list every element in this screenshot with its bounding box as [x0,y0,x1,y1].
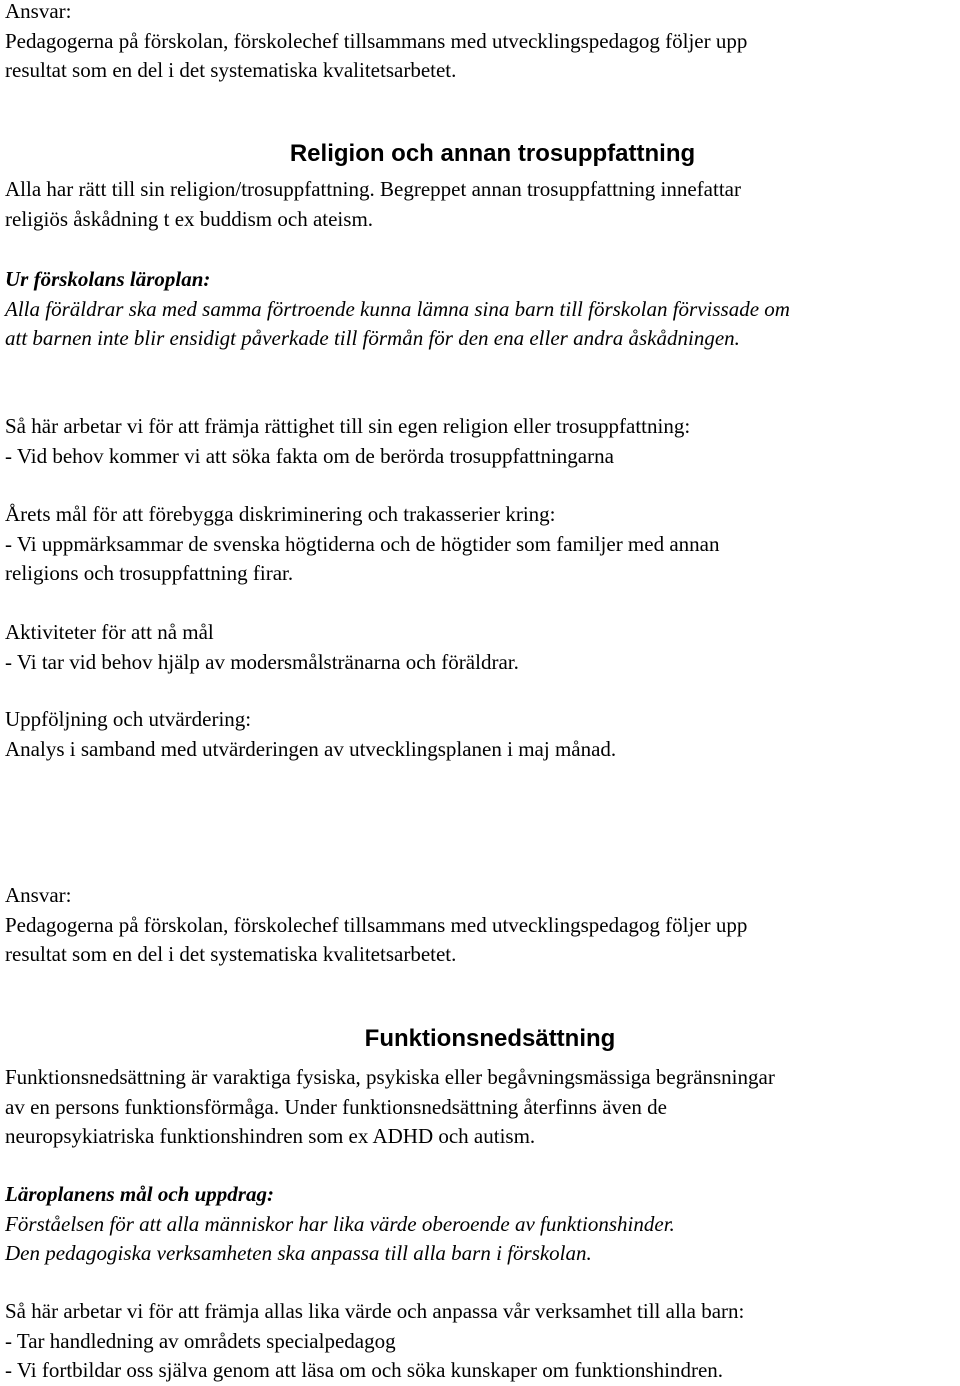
funktion-arbetar [5,1297,744,1386]
laroplan-label: Läroplanens mål och uppdrag: [5,1182,274,1206]
funktion-intro [5,1063,775,1152]
uppfoljning-text: Analys i samband med utvärderingen av utvecklingsplanen i maj månad. [5,736,617,761]
laroplan-label: Ur förskolans läroplan: [5,267,211,291]
ansvar-block-top [5,0,747,86]
funktion-intro-line: av en persons funktionsförmåga. Under funktionsnedsättning återfinns även de [5,1094,667,1119]
religion-intro-line: religiös åskådning t ex buddism och ateism. [5,206,374,231]
religion-uppfoljning [5,705,616,764]
funktion-intro-line: Funktionsnedsättning är varaktiga fysiska, psykiska eller begåvningsmässiga begränsningar [5,1065,775,1089]
funktion-laroplan [5,1180,675,1269]
ansvar-label: Ansvar: [5,883,72,907]
religion-intro-line: Alla har rätt till sin religion/trosuppfattning. Begreppet annan trosuppfattning innefattar [5,177,741,201]
uppfoljning-heading: Uppföljning och utvärdering: [5,707,252,731]
ansvar-label: Ansvar: [5,0,72,23]
religion-mal [5,500,719,589]
mal-heading: Årets mål för att förebygga diskriminering och trakasserier kring: [5,502,556,526]
laroplan-quote-line: Alla föräldrar ska med samma förtroende kunna lämna sina barn till förskolan förvissade om [5,296,790,321]
ansvar-text-line: resultat som en del i det systematiska kvalitetsarbetet. [5,942,457,966]
religion-ansvar [5,881,747,970]
ansvar-text-line: resultat som en del i det systematiska kvalitetsarbetet. [5,58,457,82]
funktion-heading: Funktionsnedsättning [364,1025,616,1052]
religion-intro [5,175,741,234]
mal-item: religions och trosuppfattning firar. [5,561,294,585]
funktion-intro-line: neuropsykiatriska funktionshindren som ex ADHD och autism. [5,1124,536,1148]
arbetar-heading: Så här arbetar vi för att främja rättighet till sin egen religion eller trosuppfattning: [5,414,691,438]
arbetar-item: - Vi fortbildar oss själva genom att läsa om och söka kunskaper om funktionshindren. [5,1358,724,1382]
arbetar-item: - Tar handledning av områdets specialpedagog [5,1328,396,1353]
mal-item: - Vi uppmärksammar de svenska högtiderna och de högtider som familjer med annan [5,531,720,556]
religion-heading: Religion och annan trosuppfattning [289,140,696,167]
laroplan-quote-line: att barnen inte blir ensidigt påverkade till förmån för den ena eller andra åskådningen. [5,326,740,350]
laroplan-quote-line: Den pedagogiska verksamheten ska anpassa till alla barn i förskolan. [5,1241,592,1265]
laroplan-quote-line: Förståelsen för att alla människor har lika värde oberoende av funktionshinder. [5,1211,675,1236]
ansvar-text-line: Pedagogerna på förskolan, förskolechef tillsammans med utvecklingspedagog följer upp [5,28,748,53]
ansvar-text-line: Pedagogerna på förskolan, förskolechef tillsammans med utvecklingspedagog följer upp [5,912,748,937]
religion-arbetar [5,412,690,471]
aktiviteter-item: - Vi tar vid behov hjälp av modersmålstränarna och föräldrar. [5,649,519,674]
religion-aktiviteter [5,618,519,677]
religion-laroplan [5,265,790,354]
aktiviteter-heading: Aktiviteter för att nå mål [5,620,214,644]
arbetar-heading: Så här arbetar vi för att främja allas lika värde och anpassa vår verksamhet till alla barn: [5,1299,745,1323]
arbetar-item: - Vid behov kommer vi att söka fakta om de berörda trosuppfattningarna [5,443,614,468]
